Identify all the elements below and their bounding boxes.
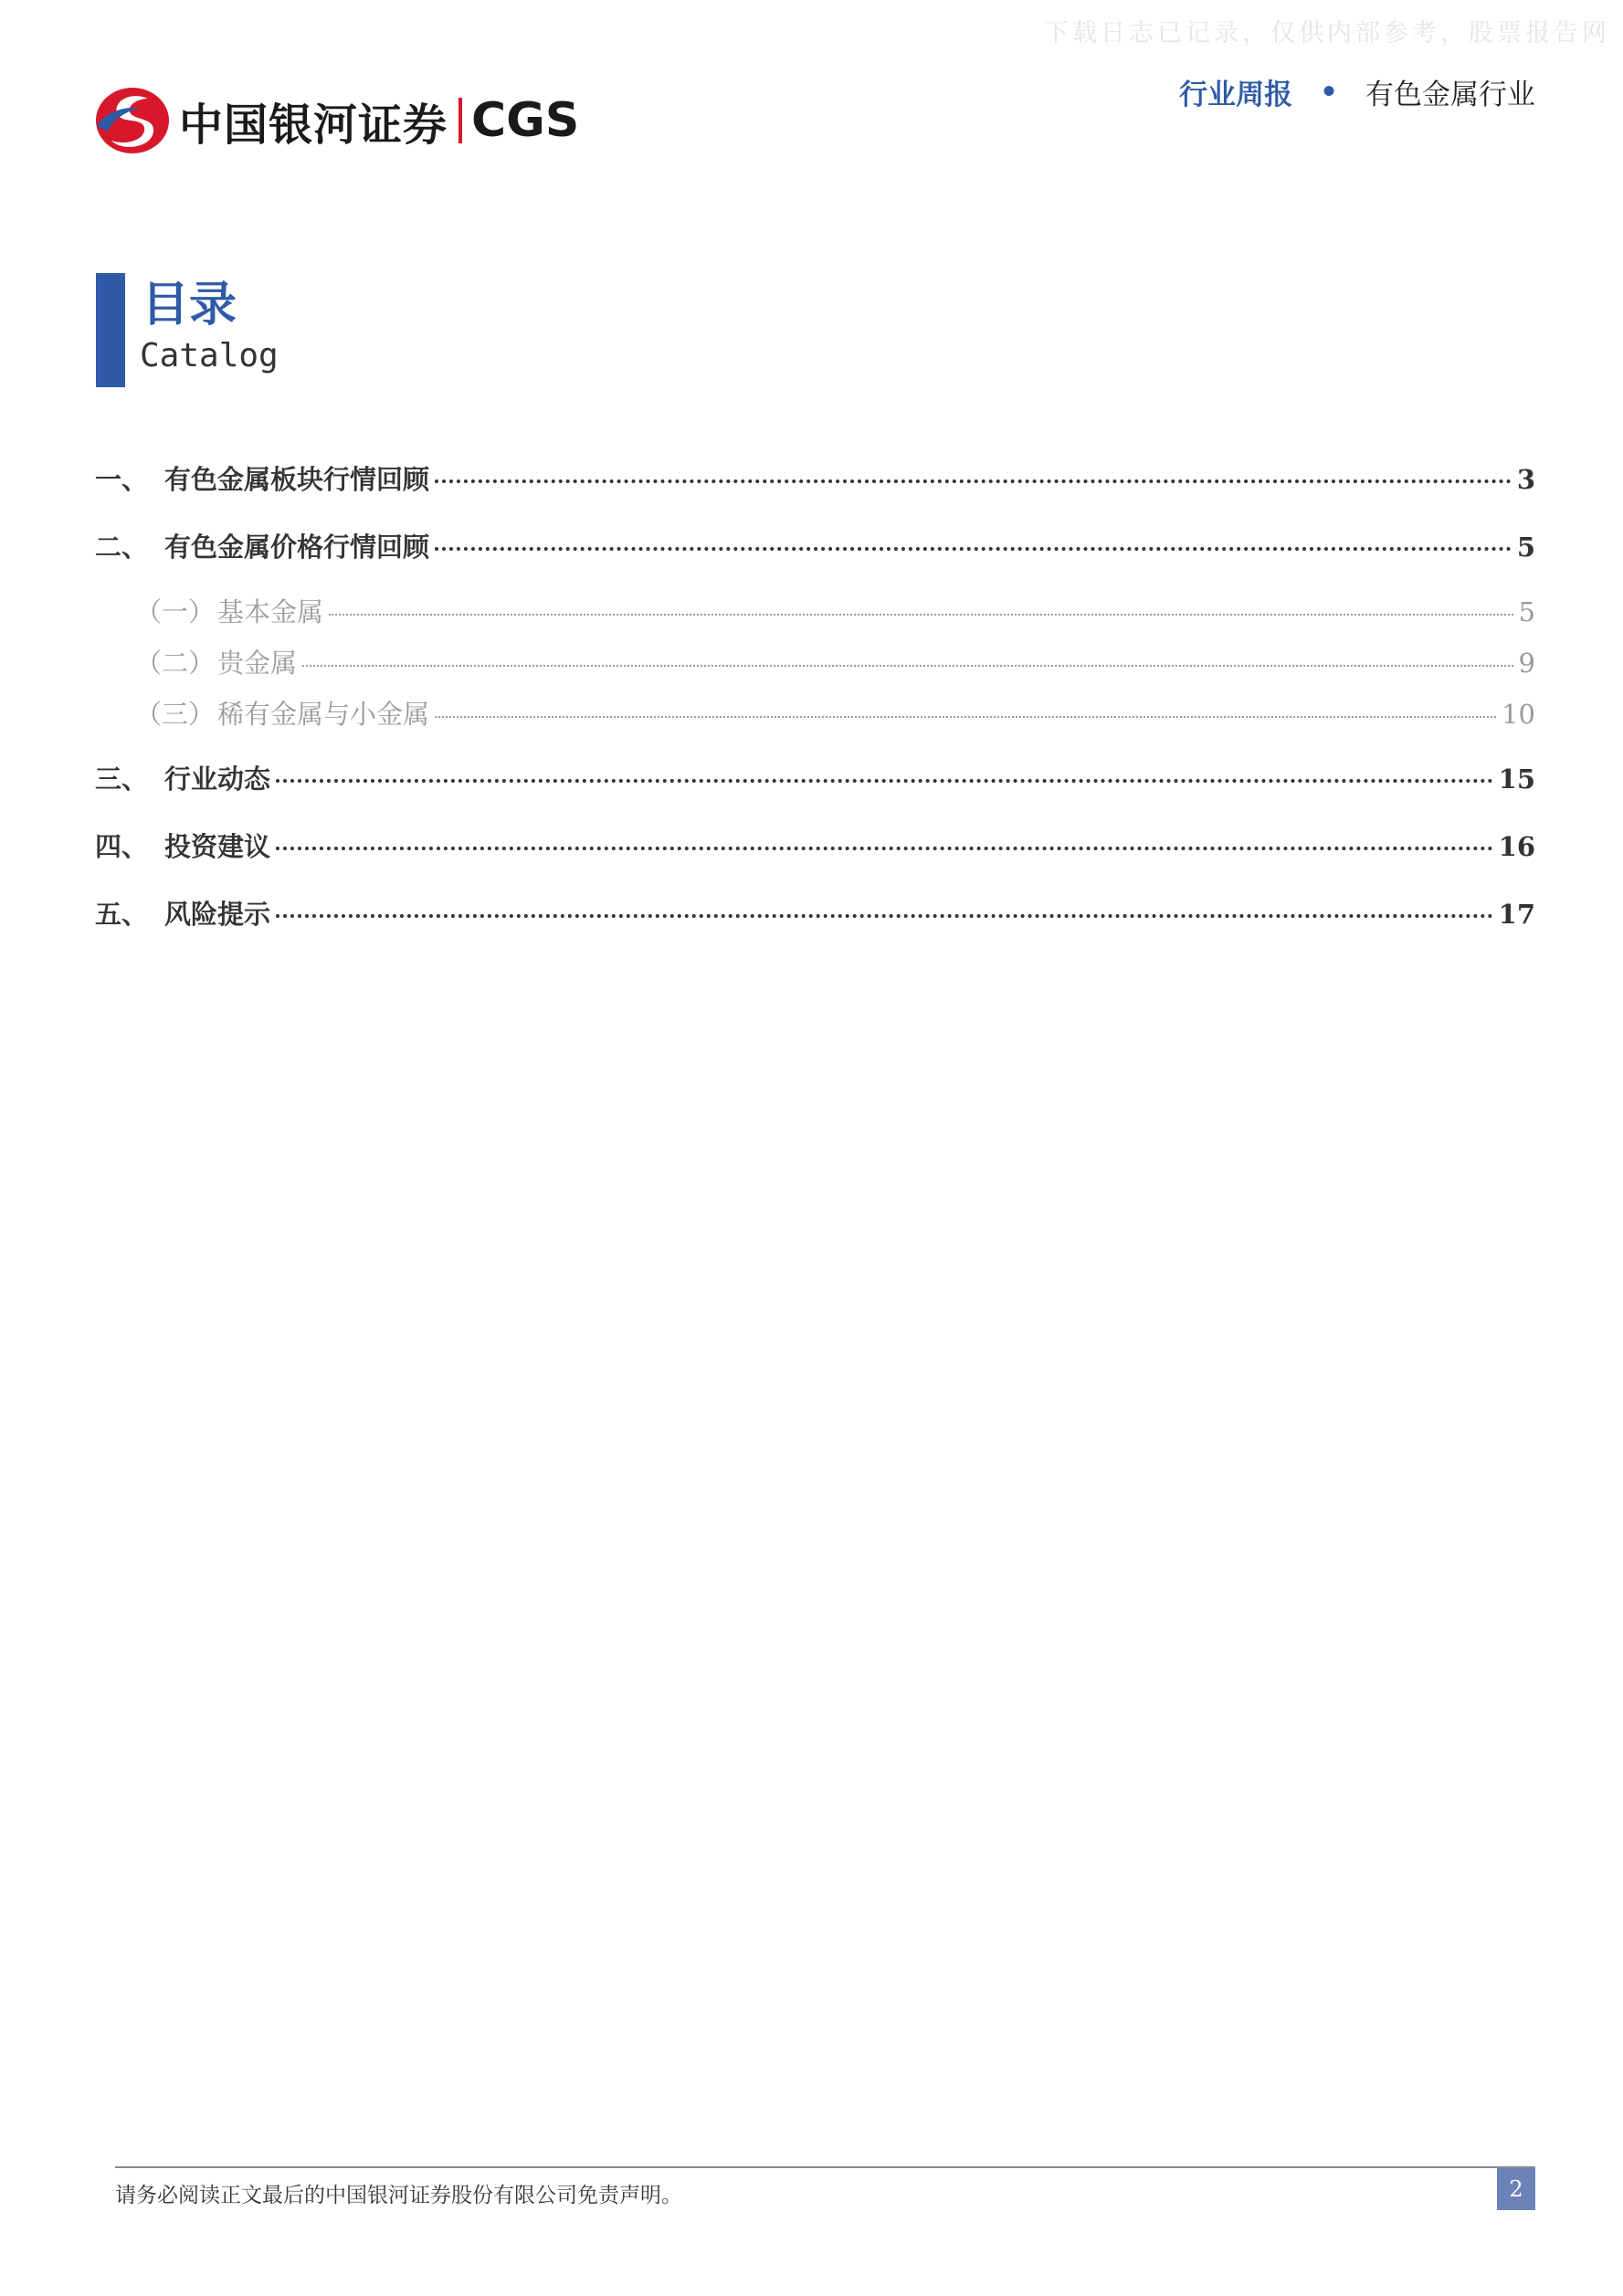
toc-leader-dots (302, 665, 1513, 667)
toc-number: （二） (135, 648, 216, 679)
toc-page-number: 10 (1502, 699, 1535, 730)
logo-divider (458, 98, 462, 143)
toc-entry-2-2[interactable] (95, 637, 1535, 689)
page-number-badge: 2 (1497, 2168, 1535, 2210)
catalog-title: 目录 (142, 277, 237, 332)
toc-number: 二、 (95, 532, 149, 563)
footer-divider (115, 2166, 1535, 2168)
toc-number: （三） (135, 699, 216, 730)
toc-title: 风险提示 (164, 899, 271, 930)
toc-number: （一） (135, 596, 216, 627)
toc-leader-dots (276, 914, 1493, 918)
toc-page-number: 5 (1518, 596, 1535, 627)
toc-page-number: 5 (1516, 532, 1535, 563)
toc-entry-1[interactable] (95, 457, 1535, 524)
footer-disclaimer: 请务必阅读正文最后的中国银河证券股份有限公司免责声明。 (115, 2184, 682, 2207)
toc-entry-3[interactable] (95, 756, 1535, 824)
toc-title: 有色金属价格行情回顾 (164, 532, 430, 563)
toc-title: 基本金属 (217, 596, 324, 627)
toc-page-number: 17 (1498, 899, 1535, 930)
toc-entry-2[interactable] (95, 524, 1535, 592)
toc-title: 有色金属板块行情回顾 (164, 464, 430, 495)
toc-title: 行业动态 (164, 764, 271, 795)
toc-leader-dots (435, 716, 1496, 718)
toc-title: 投资建议 (164, 831, 271, 862)
logo-chinese-name: 中国银河证券 (179, 99, 448, 151)
toc-page-number: 15 (1498, 764, 1535, 795)
watermark-text: 下载日志已记录，仅供内部参考，股票报告网 (1044, 19, 1610, 47)
toc-title: 贵金属 (217, 648, 298, 679)
toc-title: 稀有金属与小金属 (217, 699, 430, 730)
toc-entry-2-1[interactable] (95, 586, 1535, 637)
toc-leader-dots (276, 847, 1493, 850)
toc-entry-4[interactable] (95, 824, 1535, 891)
toc-page-number: 9 (1518, 648, 1535, 679)
toc-page-number: 16 (1498, 831, 1535, 862)
toc-number: 四、 (95, 831, 149, 862)
toc-leader-dots (329, 614, 1513, 616)
toc-entry-5[interactable] (95, 891, 1535, 959)
toc-leader-dots (435, 479, 1512, 483)
report-header (1179, 71, 1535, 112)
logo-english-name: CGS (471, 93, 580, 148)
industry-label: 有色金属行业 (1365, 79, 1535, 111)
report-type-label: 行业周报 (1179, 79, 1293, 111)
toc-entry-2-3[interactable] (95, 689, 1535, 740)
toc-number: 五、 (95, 899, 149, 930)
header-separator: • (1320, 75, 1338, 109)
company-logo (95, 84, 579, 157)
cgs-logo-icon (95, 86, 170, 155)
catalog-accent-bar (96, 273, 125, 387)
catalog-subtitle: Catalog (140, 337, 279, 374)
toc-leader-dots (276, 779, 1493, 783)
toc-leader-dots (435, 547, 1512, 551)
table-of-contents (95, 457, 1535, 959)
toc-page-number: 3 (1516, 464, 1535, 495)
toc-number: 一、 (95, 464, 149, 495)
toc-number: 三、 (95, 764, 149, 795)
